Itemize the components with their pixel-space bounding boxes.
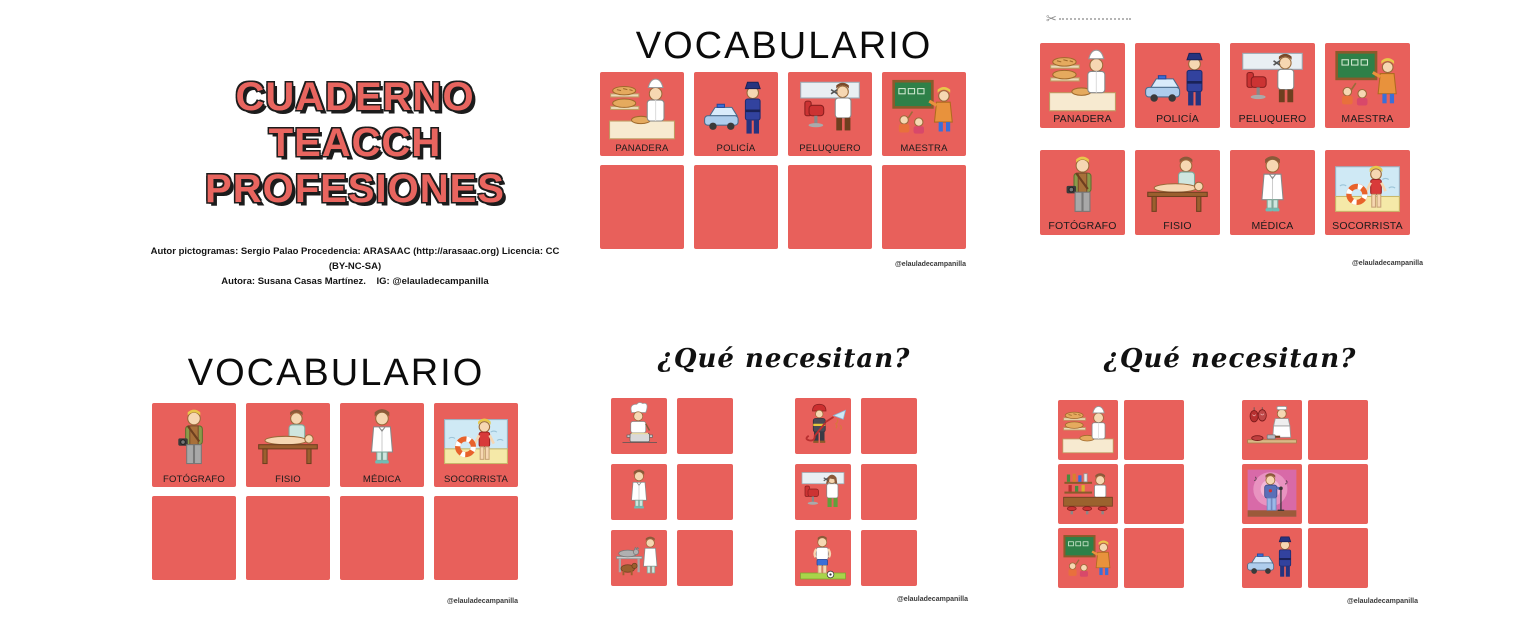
- card-label: SOCORRISTA: [443, 474, 509, 485]
- photographer-icon: [1044, 154, 1121, 222]
- dotted-cut-line: [1059, 18, 1131, 20]
- card-label: MÉDICA: [1251, 220, 1294, 232]
- footballer-icon: [799, 534, 847, 582]
- page-vocabulario-1[interactable]: [600, 25, 968, 275]
- page-vocabulario-2[interactable]: [152, 352, 520, 607]
- card-doctor: [340, 403, 424, 487]
- page-cover[interactable]: [140, 62, 570, 292]
- card-police: [694, 72, 778, 156]
- page-que-necesitan-1[interactable]: [598, 344, 970, 610]
- card-vet: [611, 530, 667, 586]
- empty-cell: [861, 464, 917, 520]
- watermark: @elauladecampanilla: [894, 261, 966, 268]
- card-hairdresser: [1230, 43, 1315, 128]
- empty-cell: [1124, 464, 1184, 524]
- empty-cell: [1124, 400, 1184, 460]
- page-que-necesitan-2[interactable]: [1040, 344, 1420, 610]
- hairdresser-icon: [792, 76, 868, 143]
- card-label: PANADERA: [1053, 113, 1112, 125]
- physio-icon: [250, 407, 326, 474]
- card-photographer: [152, 403, 236, 487]
- card-doctor: [611, 464, 667, 520]
- watermark: @elauladecampanilla: [1346, 598, 1418, 605]
- match-grid-right: [1242, 400, 1368, 588]
- card-label: MAESTRA: [1341, 113, 1394, 125]
- watermark: @elauladecampanilla: [446, 598, 518, 605]
- cover-title-line: PROFESIONES: [205, 167, 505, 211]
- card-grid: [600, 72, 968, 249]
- card-singer: [1242, 464, 1302, 524]
- card-teacher: [1325, 43, 1410, 128]
- baker-icon: [1062, 404, 1114, 456]
- page-title: VOCABULARIO: [187, 352, 485, 394]
- card-label: POLICÍA: [1156, 113, 1199, 125]
- cover-credit-line: Autor pictogramas: Sergio Palao Procedencia: ARASAAC (http://arasaac.org) Licencia: CC (BY-NC-SA): [150, 246, 560, 273]
- card-label: PANADERA: [615, 143, 669, 154]
- photographer-icon: [156, 407, 232, 474]
- empty-cell: [677, 464, 733, 520]
- card-bartender: [1058, 464, 1118, 524]
- card-lifeguard: [1325, 150, 1410, 235]
- cover-title-line: CUADERNO: [235, 75, 475, 119]
- police-icon: [1139, 47, 1216, 115]
- card-label: MAESTRA: [900, 143, 948, 154]
- svg-text:♪: ♪: [1253, 474, 1258, 483]
- page-cutout-cards[interactable]: [1040, 8, 1425, 273]
- doctor-icon: [1234, 154, 1311, 222]
- page-title: ¿Qué necesitan?: [657, 344, 911, 374]
- bartender-icon: [1062, 468, 1114, 520]
- card-footballer: [795, 530, 851, 586]
- watermark: @elauladecampanilla: [896, 596, 968, 603]
- empty-cell: [340, 496, 424, 580]
- police-icon: [1246, 532, 1298, 584]
- empty-cell: [434, 496, 518, 580]
- card-label: PELUQUERO: [1238, 113, 1307, 125]
- baker-icon: [1044, 47, 1121, 115]
- match-grid-right: [795, 398, 917, 586]
- card-doctor: [1230, 150, 1315, 235]
- teacher-icon: [1062, 532, 1114, 584]
- lifeguard-icon: [1329, 154, 1406, 222]
- cut-line: [1046, 12, 1425, 25]
- teacher-icon: [886, 76, 962, 143]
- card-label: FISIO: [1163, 220, 1192, 232]
- card-hairdresser: [788, 72, 872, 156]
- card-label: MÉDICA: [362, 474, 402, 485]
- card-hairdresser-woman: [795, 464, 851, 520]
- card-label: SOCORRISTA: [1332, 220, 1403, 232]
- hairdresser-icon: [1234, 47, 1311, 115]
- card-label: FISIO: [275, 474, 301, 485]
- card-teacher: [1058, 528, 1118, 588]
- card-physio: [246, 403, 330, 487]
- empty-cell: [788, 165, 872, 249]
- page-title: VOCABULARIO: [635, 25, 933, 67]
- card-grid: [152, 403, 520, 580]
- card-baker: [1058, 400, 1118, 460]
- doctor-icon: [615, 468, 663, 516]
- empty-cell: [694, 165, 778, 249]
- card-police: [1242, 528, 1302, 588]
- card-baker: [600, 72, 684, 156]
- empty-cell: [246, 496, 330, 580]
- match-grid-left: [611, 398, 733, 586]
- physio-icon: [1139, 154, 1216, 222]
- watermark: @elauladecampanilla: [1351, 260, 1423, 267]
- match-grid-left: [1058, 400, 1184, 588]
- teacher-icon: [1329, 47, 1406, 115]
- firefighter-icon: [799, 402, 847, 450]
- butcher-icon: [1246, 404, 1298, 456]
- empty-cell: [861, 398, 917, 454]
- hairdresser-woman-icon: [799, 468, 847, 516]
- empty-cell: [1308, 400, 1368, 460]
- empty-cell: [861, 530, 917, 586]
- page-title: ¿Qué necesitan?: [1103, 344, 1357, 374]
- cover-title-line: TEACCH: [268, 121, 442, 165]
- svg-text:♪: ♪: [1284, 477, 1289, 487]
- empty-cell: [677, 398, 733, 454]
- vet-icon: [615, 534, 663, 582]
- cook-icon: [615, 402, 663, 450]
- card-cook: [611, 398, 667, 454]
- scissors-icon: ✂: [1046, 11, 1057, 26]
- empty-cell: [1124, 528, 1184, 588]
- card-label: PELUQUERO: [799, 143, 861, 154]
- empty-cell: [152, 496, 236, 580]
- police-icon: [698, 76, 774, 143]
- lifeguard-icon: [438, 407, 514, 474]
- card-firefighter: [795, 398, 851, 454]
- empty-cell: [1308, 464, 1368, 524]
- card-lifeguard: [434, 403, 518, 487]
- card-grid: [1040, 43, 1425, 235]
- baker-icon: [604, 76, 680, 143]
- card-baker: [1040, 43, 1125, 128]
- card-teacher: [882, 72, 966, 156]
- card-label: FOTÓGRAFO: [1048, 220, 1117, 232]
- card-label: FOTÓGRAFO: [163, 474, 225, 485]
- singer-icon: [1246, 468, 1298, 520]
- doctor-icon: [344, 407, 420, 474]
- card-photographer: [1040, 150, 1125, 235]
- card-police: [1135, 43, 1220, 128]
- empty-cell: [600, 165, 684, 249]
- empty-cell: [677, 530, 733, 586]
- empty-cell: [1308, 528, 1368, 588]
- cover-credit-line: Autora: Susana Casas Martínez. IG: @elauladecampanilla: [221, 276, 489, 288]
- card-butcher: [1242, 400, 1302, 460]
- card-physio: [1135, 150, 1220, 235]
- card-label: POLICÍA: [716, 143, 756, 154]
- empty-cell: [882, 165, 966, 249]
